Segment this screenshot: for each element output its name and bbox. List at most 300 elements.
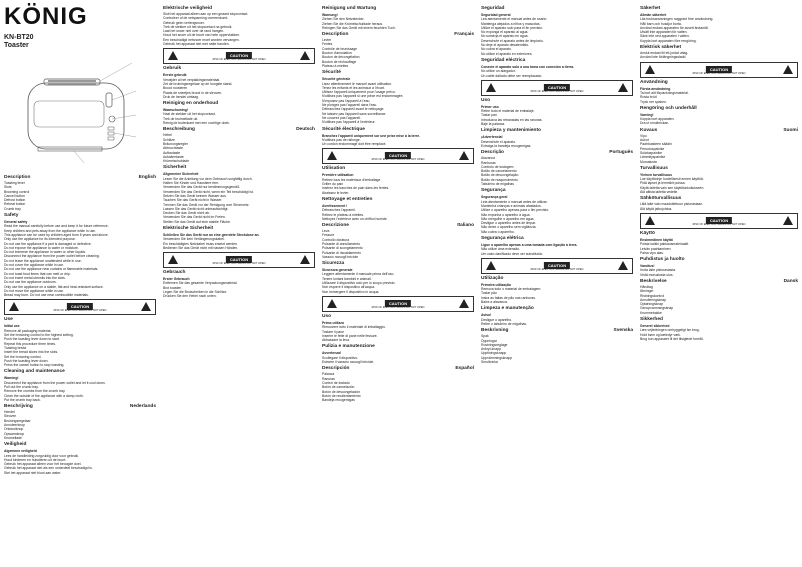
section-line: Peruutuspainike: [640, 146, 665, 151]
section-line: Desligue o aparelho antes de limpar.: [481, 221, 537, 226]
section-line: Håndtag: [640, 284, 653, 289]
section-line: Uppvärmningsknapp: [481, 355, 513, 360]
section-line: Insert the bread slices into the slots.: [4, 350, 59, 355]
section-line: Sleuven: [4, 414, 17, 419]
section-line: Trek de kruimellade uit.: [163, 116, 199, 121]
section-title: [481, 236, 633, 242]
section-line: Verwijder al het verpakkingsmateriaal.: [163, 77, 221, 82]
section-line: Reinigen Sie das Gerät mit einem feuchten Tuch.: [322, 25, 396, 30]
section-title: [640, 106, 798, 112]
section-line: Do not expose the appliance to water or moisture.: [4, 245, 79, 250]
section-line: Houd kinderen en huisdieren uit de buurt.: [4, 457, 67, 462]
section-line: Clean the outside of the appliance with a damp cloth.: [4, 393, 84, 398]
section-line: Ziehen Sie die Krümelschublade heraus.: [322, 21, 384, 26]
section-line: Gebruik het apparaat niet als een onderdeel beschadigd is.: [4, 466, 93, 471]
section-line: Trek de stekker uit het stopcontact na gebruik.: [163, 24, 233, 29]
section-line: Débranchez l'appareil.: [322, 208, 356, 213]
section-line: No deje el aparato desatendido.: [481, 43, 530, 48]
section-line: Poista kaikki pakkausmateriaalit.: [640, 242, 689, 247]
section-line: Hold børn og kæledyr væk.: [640, 332, 681, 337]
section-line: Sluit het apparaat alleen aan op een geaard stopcontact.: [163, 12, 249, 16]
caution-label: CAUTION: [706, 66, 732, 73]
section-title-text: Beschreibung: [163, 127, 195, 133]
section-title-text: Säkerhet: [640, 6, 661, 11]
section-line: Pull out the crumb tray.: [4, 384, 39, 389]
section-title-text: Reiniging en onderhoud: [163, 101, 219, 107]
section-title: [163, 226, 315, 232]
section-line: Dra ut smulbrickan.: [640, 121, 670, 126]
section-title-text: Uso: [322, 313, 332, 319]
section-line: Halten Sie Kinder und Haustiere fern.: [163, 181, 220, 186]
section-title-text: Sähköturvallisuus: [640, 196, 682, 202]
section-line: Lisez attentivement le manuel avant utilisation.: [322, 81, 393, 86]
section-line: Aufwärmtaste: [163, 154, 184, 159]
section-title-text: Use: [4, 317, 13, 323]
model-number: KN-BT20: [4, 34, 34, 41]
section-title: [481, 58, 633, 64]
caution-box: [322, 148, 474, 164]
section-line: Fentes: [322, 42, 333, 47]
section-line: Repeat this procedure three times.: [4, 341, 57, 346]
section-title: [4, 369, 156, 375]
section-title: [322, 344, 474, 350]
section-line: Plateau à miettes: [322, 63, 349, 68]
section-line: Läs bruksanvisningen noggrant före användning.: [640, 17, 714, 22]
section-title: [163, 165, 315, 171]
section-line: Primo utilizzo: [322, 320, 345, 325]
section-line: Generel sikkerhed: [640, 324, 670, 329]
section-line: N'utilisez pas de rallonge.: [322, 137, 361, 142]
section-title-text: Description: [322, 32, 349, 38]
section-line: Retirez tous les matériaux d'emballage.: [322, 177, 382, 182]
section-line: Irrota laite pistorasiasta.: [640, 268, 676, 273]
section-line: Baixe a alavanca.: [481, 300, 508, 305]
section-line: Desenchufe el aparato.: [481, 139, 517, 144]
caution-label: CAUTION: [706, 217, 732, 224]
column-5: [640, 4, 798, 341]
section-line: Palanca: [322, 372, 335, 377]
section-title: [640, 317, 798, 323]
section-line: Rostningsreglage: [481, 342, 508, 347]
section-line: Un cordon endommagé doit être remplacé.: [322, 142, 387, 147]
section-line: Första användning: [640, 86, 671, 91]
section-line: Não deixe o aparelho sem vigilância.: [481, 225, 537, 230]
section-line: Botón de descongelación: [322, 389, 361, 394]
section-line: Initial use: [4, 324, 20, 329]
caution-box: [163, 48, 315, 64]
section-title: [640, 166, 798, 172]
section-line: Bandeja recogemigas: [322, 398, 355, 403]
warning-triangle-icon: [300, 255, 310, 264]
caution-note: RISK OF ELECTRIC SHOCK DO NOT OPEN: [692, 71, 746, 75]
section-title-text: Uso: [481, 97, 491, 103]
column-2-sections: [163, 6, 315, 299]
section-line: Varoitus!: [640, 264, 655, 269]
section-title: [322, 70, 474, 76]
caution-box: [640, 62, 798, 78]
section-line: Upptiningsknapp: [481, 351, 507, 356]
section-line: Ranuras: [322, 376, 335, 381]
language-label: Italiano: [457, 223, 474, 229]
section-line: Avertissement !: [322, 203, 348, 208]
section-line: Annulleringsknap: [640, 297, 667, 302]
section-line: Houd het snoer uit de buurt van hete oppervlakken.: [163, 33, 241, 38]
section-line: Sulatuspainike: [640, 150, 663, 155]
section-title-text: Veiligheid: [4, 442, 27, 448]
section-title-text: Beskrivning: [481, 328, 509, 334]
section-line: Entfernen Sie das gesamte Verpackungsmaterial.: [163, 281, 238, 286]
section-line: Algemene veiligheid: [4, 449, 37, 454]
language-label: Français: [454, 32, 474, 38]
section-title-text: Utilização: [481, 275, 504, 281]
caution-label: CAUTION: [226, 52, 252, 59]
section-line: Yleinen turvallisuus: [640, 172, 673, 177]
section-line: Verwenden Sie das Gerät nur bestimmungsgemäß.: [163, 185, 241, 190]
section-line: Abbassare la leva.: [322, 338, 350, 343]
section-title-text: Elektrische veiligheid: [163, 6, 213, 11]
section-title-text: Beschrijving: [4, 404, 33, 410]
section-title: [481, 98, 633, 104]
section-line: Desligue o aparelho.: [481, 317, 513, 322]
warning-triangle-icon: [486, 261, 496, 270]
section-line: Bouton de décongélation: [322, 55, 360, 60]
section-line: Optøningsknap: [640, 302, 663, 307]
section-line: Toasting bread: [4, 345, 27, 350]
section-title: [481, 188, 633, 194]
section-line: Pulsante di riscaldamento: [322, 250, 361, 255]
section-line: Botón de cancelación: [322, 385, 355, 390]
section-line: Käytä laitetta vain sen käyttötarkoitukseen.: [640, 185, 705, 190]
section-line: Bräunungsregler: [163, 141, 189, 146]
section-line: Avbryt-knapp: [481, 347, 501, 352]
section-line: Read the manual carefully before use and keep it for future reference.: [4, 224, 109, 229]
section-line: Não cubra o aparelho.: [481, 229, 515, 234]
section-line: Primer uso: [481, 104, 499, 109]
caution-label: CAUTION: [544, 84, 570, 91]
section-line: Lees de handleiding zorgvuldig door voor gebruik.: [4, 453, 80, 458]
section-line: Sécurité générale: [322, 77, 351, 82]
section-line: Schließen Sie das Gerät nur an eine geerdete Steckdose an.: [163, 232, 260, 237]
section-line: Abbruchtaste: [163, 146, 183, 151]
section-title: [163, 66, 315, 72]
warning-triangle-icon: [141, 302, 151, 311]
section-line: Do not insert metal utensils into the slots.: [4, 275, 66, 280]
section-line: Paahtoasteen säädin: [640, 142, 672, 147]
section-line: Annuleerknop: [4, 423, 25, 428]
section-line: Conecte el aparato solo a una toma con conexión a tierra.: [481, 64, 575, 69]
section-line: Koppla bort apparaten.: [640, 117, 675, 122]
section-line: Primeira utilização: [481, 282, 511, 287]
section-line: Cancel button: [4, 193, 25, 198]
section-line: Varning!: [640, 112, 654, 117]
section-line: Schlitze: [163, 137, 175, 142]
section-title: [640, 6, 798, 12]
section-line: Krummebakke: [640, 310, 662, 315]
column-2: [163, 4, 315, 299]
column-3: [322, 4, 474, 402]
section-line: Botão de descongelação: [481, 173, 519, 178]
section-line: Mantenha crianças e animais afastados.: [481, 203, 542, 208]
section-line: Använd inte förlängningssladd.: [640, 55, 687, 60]
section-line: No exponga el aparato al agua.: [481, 30, 529, 35]
section-line: Gebruik geen verlengsnoer.: [163, 20, 205, 25]
section-line: Ontdooiknop: [4, 427, 24, 432]
section-line: Zet de bruiningsregelaar op de hoogste stand.: [163, 81, 233, 86]
section-line: Segurança geral: [481, 195, 508, 200]
section-title: [640, 80, 798, 86]
section-line: N'exposez pas l'appareil à l'eau.: [322, 98, 371, 103]
section-line: Mantenga alejados a niños y mascotas.: [481, 21, 541, 26]
warning-triangle-icon: [618, 83, 628, 92]
section-line: Rosta bröd: [640, 95, 657, 100]
caution-label: CAUTION: [226, 256, 252, 263]
section-line: Tenez les enfants et les animaux à l'écart.: [322, 85, 385, 90]
language-label: Español: [455, 366, 474, 372]
section-line: No utilice un alargador.: [481, 69, 516, 74]
warning-triangle-icon: [486, 83, 496, 92]
section-line: Sicurezza generale: [322, 268, 353, 273]
section-line: Tabuleiro de migalhas: [481, 182, 514, 187]
caution-label: CAUTION: [385, 152, 411, 159]
section-line: Tostare il pane: [322, 329, 345, 334]
section-title: [4, 442, 156, 448]
section-line: Botão de cancelamento: [481, 169, 517, 174]
section-line: Griller du pain: [322, 182, 344, 187]
section-line: Retire o tabuleiro de migalhas.: [481, 321, 527, 326]
section-title: [481, 128, 633, 134]
product-type: Toaster: [4, 42, 29, 49]
caution-box: [163, 252, 315, 268]
section-line: Estrarre il vassoio raccogli briciole.: [322, 360, 375, 365]
section-line: Pulsante di annullamento: [322, 241, 361, 246]
section-title-text: Elektrisk säkerhet: [640, 45, 682, 51]
column-1: [4, 4, 156, 475]
caution-note: RISK OF ELECTRIC SHOCK DO NOT OPEN: [53, 309, 107, 313]
section-line: Genopvarmningsknap: [640, 306, 674, 311]
section-line: Vassoio raccogli briciole: [322, 254, 359, 259]
section-title: [481, 6, 633, 12]
section-line: Retire todo el material de embalaje.: [481, 109, 535, 114]
section-line: Ta bort allt förpackningsmaterial.: [640, 90, 689, 95]
section-title-text: Cleaning and maintenance: [4, 369, 65, 375]
section-line: Seguridad general: [481, 13, 511, 17]
section-line: Keep children and pets away from the appliance while in use.: [4, 228, 96, 233]
section-line: Tostar pão: [481, 291, 497, 296]
section-line: Browning control: [4, 189, 30, 194]
section-title-text: Användning: [640, 79, 668, 85]
caution-box: [322, 296, 474, 312]
section-line: Liitä laite vain maadoitettuun pistorasiaan.: [640, 202, 704, 207]
section-line: Abaissez le levier.: [322, 190, 350, 195]
warning-triangle-icon: [9, 302, 19, 311]
section-line: Do not use the appliance near curtains or flammable materials.: [4, 267, 99, 272]
warning-triangle-icon: [459, 299, 469, 308]
section-line: Kruimellade: [4, 435, 22, 440]
section-title-text: Beskrivelse: [640, 278, 667, 284]
section-line: Vipu: [640, 133, 647, 138]
section-line: Um cabo danificado deve ser substituído.: [481, 251, 544, 256]
warning-triangle-icon: [168, 51, 178, 60]
section-line: N'utilisez pas l'appareil si une pièce est endommagée.: [322, 94, 404, 99]
section-title: [322, 166, 474, 172]
warning-triangle-icon: [783, 216, 793, 225]
section-line: Controleer of de netspanning overeenkomt.: [163, 16, 229, 21]
section-line: Non esporre il dispositivo all'acqua.: [322, 285, 376, 290]
section-line: Waarschuwing!: [163, 108, 188, 113]
section-line: Retirez le plateau à miettes.: [322, 212, 365, 217]
section-title: [163, 101, 315, 107]
section-line: Press the cancel button to stop toasting.: [4, 363, 65, 368]
section-line: Bouton d'annulation: [322, 51, 352, 56]
section-line: Verwenden Sie das Gerät nicht im Freien.: [163, 215, 226, 220]
section-title-text: Sécurité électrique: [322, 126, 365, 132]
section-title: [640, 257, 798, 263]
caution-box: [640, 213, 798, 229]
section-line: Não mergulhe o aparelho em água.: [481, 216, 535, 221]
section-line: Lassen Sie das Gerät nicht unbeaufsichtigt.: [163, 206, 229, 211]
caution-label: CAUTION: [67, 303, 93, 310]
section-line: Extraiga la bandeja recogemigas.: [481, 143, 532, 148]
section-line: Première utilisation: [322, 173, 354, 178]
section-line: Utsätt inte apparaten för vatten.: [640, 30, 688, 35]
section-title: [4, 213, 156, 219]
section-line: Lämmityspainike: [640, 155, 666, 160]
section-line: Decken Sie das Gerät nicht ab.: [163, 211, 210, 216]
section-line: Ristningskontrol: [640, 293, 665, 298]
section-line: Toasting lever: [4, 181, 25, 185]
section-line: Paina vipu alas.: [640, 250, 664, 255]
section-line: Anslut endast till ett jordat uttag.: [640, 51, 689, 56]
section-line: Remove the crumbs from the crumb tray.: [4, 389, 66, 394]
section-line: ¡Advertencia!: [481, 135, 503, 140]
warning-triangle-icon: [783, 65, 793, 74]
section-line: Spak: [481, 334, 489, 339]
section-line: Ensimmäinen käyttö: [640, 237, 673, 242]
section-line: Murualusta: [640, 159, 657, 164]
caution-box: [481, 258, 633, 274]
section-line: Do not use the appliance if a part is damaged or defective.: [4, 241, 92, 246]
section-line: N'utilisez pas l'appareil à l'extérieur.: [322, 120, 376, 125]
warning-triangle-icon: [327, 151, 337, 160]
section-line: Fessure: [322, 233, 335, 238]
section-line: Não utilize uma extensão.: [481, 247, 521, 252]
section-line: Reheat button: [4, 202, 26, 207]
section-line: Branchez l'appareil uniquement sur une prise mise à la terre.: [322, 133, 421, 138]
section-line: Leggere attentamente il manuale prima dell'uso.: [322, 272, 395, 277]
section-line: Haal de stekker uit het stopcontact.: [163, 112, 216, 117]
column-3-sections: [322, 6, 474, 402]
section-line: Älä käytä jatkojohtoa.: [640, 206, 673, 211]
section-line: Legen Sie die Brotscheiben in die Schlitze.: [163, 290, 228, 295]
section-line: Botão de reaquecimento: [481, 177, 518, 182]
section-line: Ziehen Sie den Netzstecker.: [322, 17, 365, 22]
section-title: [481, 306, 633, 312]
column-4-sections: [481, 6, 633, 364]
section-line: Sänk inte ned apparaten i vatten.: [640, 34, 690, 39]
section-line: Stel het apparaat niet bloot aan water.: [4, 470, 62, 475]
section-line: Tostar pan: [481, 113, 497, 118]
section-line: Ne plongez pas l'appareil dans l'eau.: [322, 103, 378, 108]
section-line: Warnung!: [322, 13, 338, 17]
section-line: Levier: [322, 38, 332, 43]
caution-note: RISK OF ELECTRIC SHOCK DO NOT OPEN: [212, 262, 266, 266]
section-line: Bread may burn. Do not use near combustible materials.: [4, 293, 89, 298]
section-line: This appliance can be used by children aged from 8 years and above.: [4, 232, 109, 237]
section-line: Defrost button: [4, 198, 26, 203]
section-line: Do not use the appliance outdoors.: [4, 280, 57, 285]
section-line: Tauchen Sie das Gerät nicht in Wasser.: [163, 198, 223, 203]
section-line: Eerste gebruik: [163, 73, 187, 78]
section-line: Set the browning control to the highest setting.: [4, 333, 74, 338]
section-line: Contrôle de brunissage: [322, 46, 358, 51]
section-line: Un cable dañado debe ser reemplazado.: [481, 73, 543, 78]
section-line: Håll barn och husdjur borta.: [640, 21, 682, 26]
section-line: Åbninger: [640, 289, 654, 294]
section-line: Pidä lapset ja lemmikit poissa.: [640, 181, 686, 186]
section-line: Tenere lontani bambini e animali.: [322, 276, 372, 281]
section-title-text: Sicurezza: [322, 261, 345, 267]
section-line: Rimuovere tutto il materiale di imballaggio.: [322, 325, 386, 330]
section-line: Vedä murualusta ulos.: [640, 272, 674, 277]
section-line: Krümelschublade: [163, 159, 190, 164]
section-line: Push the toasting lever down.: [4, 358, 49, 363]
section-title: [4, 317, 156, 323]
section-title-text: Sicherheit: [163, 165, 187, 171]
section-title: [322, 314, 474, 320]
section-line: Öppningar: [481, 338, 497, 343]
section-title-text: Reinigung und Wartung: [322, 6, 377, 11]
section-line: Ranhuras: [481, 160, 496, 165]
section-line: Plaats de sneetjes brood in de sleuven.: [163, 90, 223, 95]
section-title-text: Nettoyage et entretien: [322, 196, 373, 202]
section-line: Ein beschädigtes Netzkabel muss ersetzt werden.: [163, 241, 239, 246]
section-title-text: Descrizione: [322, 223, 349, 229]
section-title: [322, 6, 474, 12]
section-title: [163, 270, 315, 276]
section-line: Erster Gebrauch: [163, 277, 190, 282]
section-line: Nettoyez l'extérieur avec un chiffon humide.: [322, 216, 388, 221]
warning-triangle-icon: [645, 65, 655, 74]
caution-note: RISK OF ELECTRIC SHOCK DO NOT OPEN: [692, 222, 746, 226]
caution-note: RISK OF ELECTRIC SHOCK DO NOT OPEN: [530, 267, 584, 271]
section-line: Disconnect the appliance from the power outlet and let it cool down.: [4, 380, 106, 385]
language-label: Svenska: [613, 328, 633, 334]
section-line: Verwenden Sie das Gerät nicht, wenn ein Teil beschädigt ist.: [163, 189, 254, 194]
section-line: Utilisez l'appareil uniquement pour l'usage prévu.: [322, 90, 396, 95]
section-line: Reinig de buitenkant met een vochtige doek.: [163, 121, 230, 126]
section-line: Setzen Sie das Gerät keinem Wasser aus.: [163, 193, 227, 198]
section-line: Hendel: [4, 410, 15, 415]
section-title-text: Segurança: [481, 188, 506, 194]
section-line: Verwenden Sie kein Verlängerungskabel.: [163, 237, 225, 242]
section-line: Ne couvrez pas l'appareil.: [322, 115, 361, 120]
section-line: Laat het snoer niet over de rand hangen.: [163, 29, 225, 34]
section-title-text: Descripción: [322, 366, 350, 372]
caution-note: RISK OF ELECTRIC SHOCK DO NOT OPEN: [371, 158, 425, 162]
section-line: Druk de hendel omlaag.: [163, 94, 200, 99]
section-line: Leivän paahtaminen: [640, 246, 671, 251]
section-line: Utilize o aparelho apenas para o fim previsto.: [481, 208, 550, 213]
section-line: Aviso!: [481, 313, 492, 318]
section-line: Tryck ner spaken.: [640, 99, 667, 104]
section-line: Scollegare il dispositivo.: [322, 355, 359, 360]
section-line: Controllo doratura: [322, 237, 350, 242]
column-1-sections: [4, 175, 156, 475]
section-line: Do not cover the appliance while in use.: [4, 263, 64, 268]
language-label: Nederlands: [129, 404, 156, 410]
section-line: Koppla bort apparaten före rengöring.: [640, 38, 697, 43]
section-line: Pulsante di scongelamento: [322, 246, 363, 251]
